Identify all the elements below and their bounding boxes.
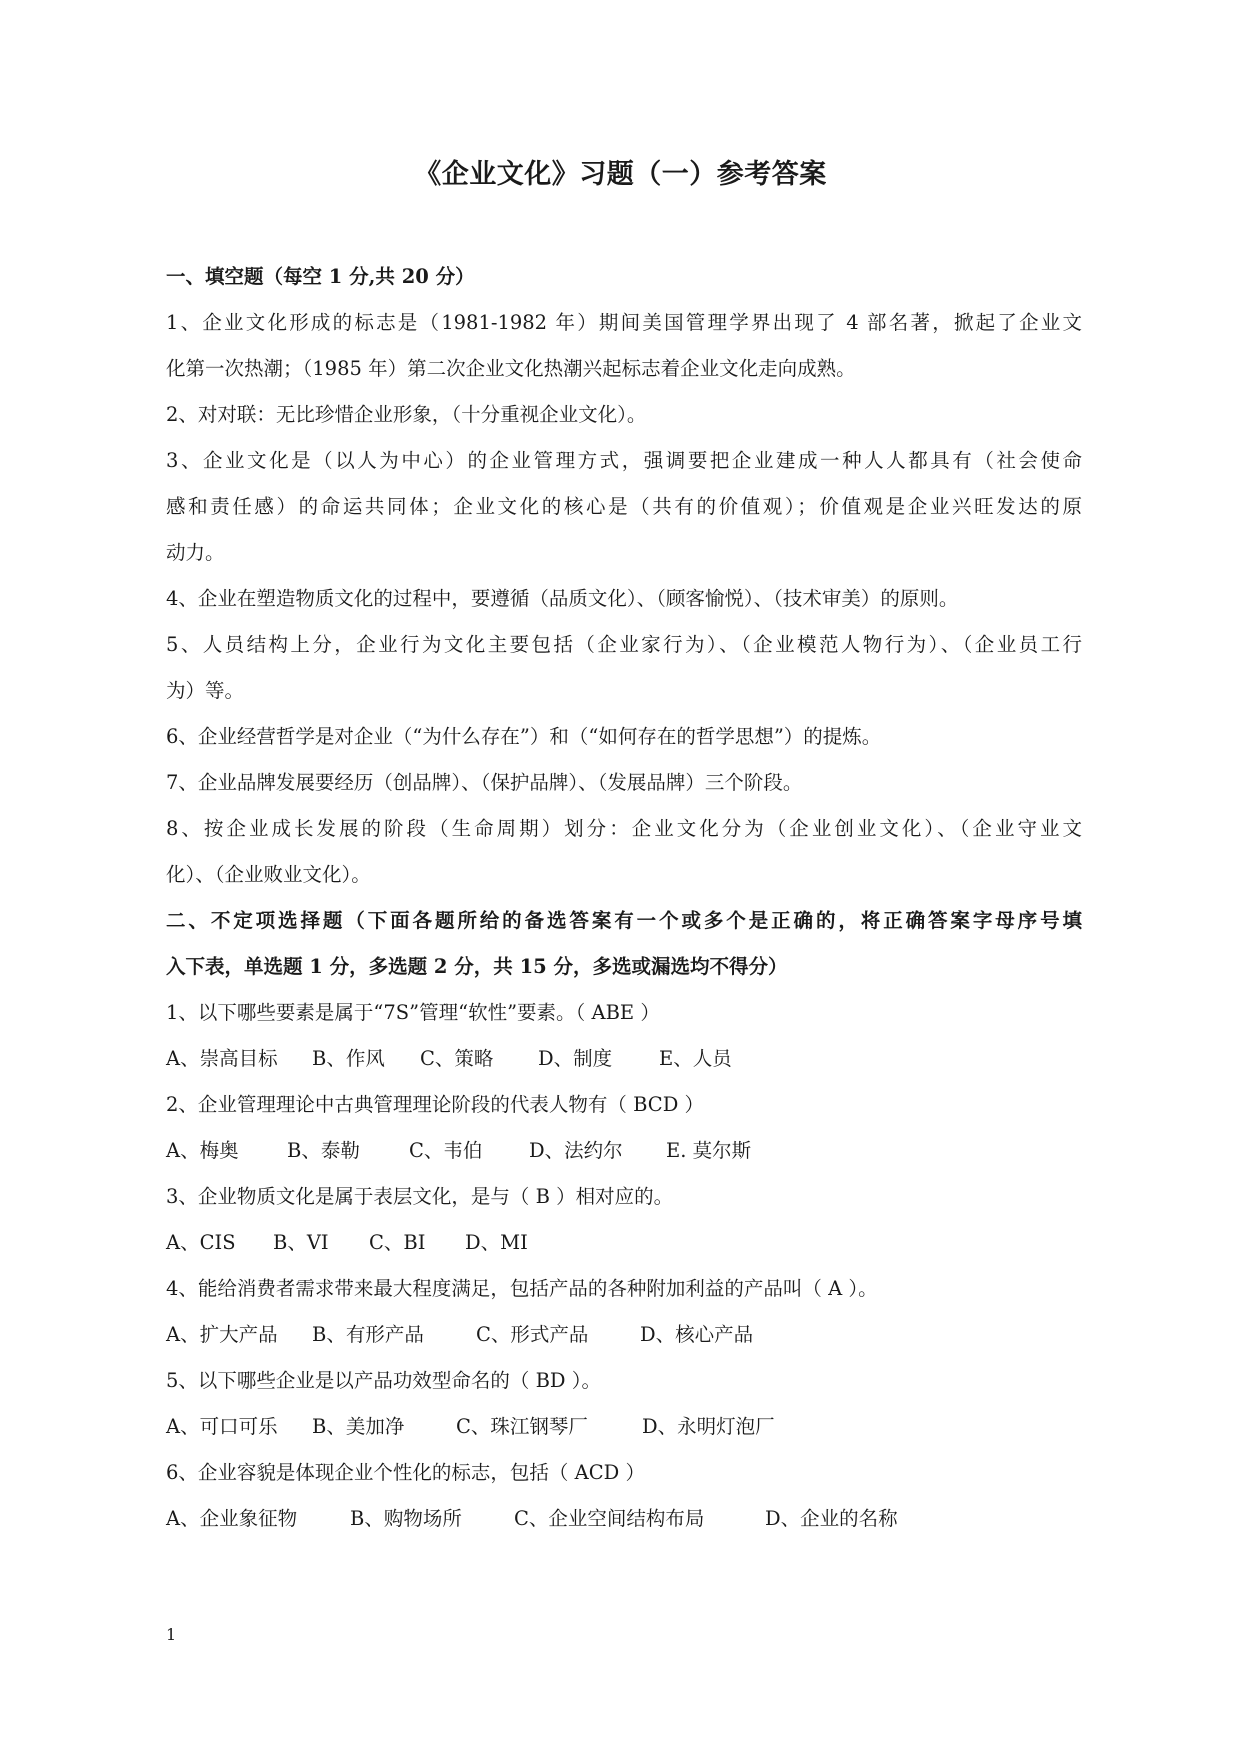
section1-line: 化第一次热潮；（1985 年）第二次企业文化热潮兴起标志着企业文化走向成熟。 [166,357,856,380]
option: E、人员 [659,1047,732,1070]
options-row [166,1404,1082,1450]
document-title: 《企业文化》习题（一）参考答案 [414,159,827,190]
section1-line: 1、企业文化形成的标志是（1981-1982 年）期间美国管理学界出现了 4 部名著，掀起了企业文 [166,311,1082,334]
option: B、泰勒 [287,1139,360,1162]
option: D、核心产品 [640,1323,754,1346]
option: D、法约尔 [529,1139,623,1162]
option: B、VI [273,1231,329,1254]
option: A、企业象征物 [166,1507,298,1530]
question: 4、能给消费者需求带来最大程度满足，包括产品的各种附加利益的产品叫（ A ）。 [166,1277,878,1300]
section1-line: 为）等。 [166,679,245,702]
section1-line: 2、对对联：无比珍惜企业形象，（十分重视企业文化）。 [166,403,647,426]
option: B、作风 [312,1047,385,1070]
option: B、美加净 [312,1415,405,1438]
section2-heading: 入下表，单选题 1 分，多选题 2 分，共 15 分，多选或漏选均不得分） [166,955,788,978]
option: C、策略 [420,1047,494,1070]
option: D、企业的名称 [765,1507,898,1530]
question: 6、企业容貌是体现企业个性化的标志，包括（ ACD ） [166,1461,645,1484]
section1-line: 3、企业文化是（以人为中心）的企业管理方式，强调要把企业建成一种人人都具有（社会使命 [166,449,1082,472]
option: C、形式产品 [476,1323,589,1346]
option: A、扩大产品 [166,1323,278,1346]
option: D、永明灯泡厂 [642,1415,775,1438]
option: A、梅奥 [166,1139,239,1162]
section1-line: 4、企业在塑造物质文化的过程中，要遵循（品质文化）、（顾客愉悦）、（技术审美）的原则。 [166,587,959,610]
question: 5、以下哪些企业是以产品功效型命名的（ BD ）。 [166,1369,602,1392]
section1-line: 7、企业品牌发展要经历（创品牌）、（保护品牌）、（发展品牌）三个阶段。 [166,771,803,794]
options-row [166,1220,1082,1266]
section1-heading: 一、填空题（每空 1 分,共 20 分） [166,265,475,288]
option: A、可口可乐 [166,1415,278,1438]
option: C、企业空间结构布局 [514,1507,705,1530]
option: A、崇高目标 [166,1047,278,1070]
option: A、CIS [166,1231,236,1254]
option: C、BI [369,1231,426,1254]
option: C、珠江钢琴厂 [456,1415,588,1438]
section1-line: 动力。 [166,541,225,564]
document-body [166,254,1082,1542]
question: 2、企业管理理论中古典管理理论阶段的代表人物有（ BCD ） [166,1093,705,1116]
section1-line: 8、按企业成长发展的阶段（生命周期）划分：企业文化分为（企业创业文化）、（企业守业文 [166,817,1082,840]
option: B、购物场所 [350,1507,462,1530]
page-number: 1 [166,1625,177,1644]
section1-line: 化）、（企业败业文化）。 [166,863,371,886]
options-row [166,1496,1082,1542]
option: C、韦伯 [409,1139,483,1162]
option: D、制度 [538,1047,613,1070]
option: D、MI [465,1231,528,1254]
question: 3、企业物质文化是属于表层文化，是与（ B ）相对应的。 [166,1185,674,1208]
section1-line: 6、企业经营哲学是对企业（“为什么存在”）和（“如何存在的哲学思想”）的提炼。 [166,725,882,748]
question: 1、以下哪些要素是属于“7S”管理“软性”要素。（ ABE ） [166,1001,660,1024]
section1-line: 5、人员结构上分，企业行为文化主要包括（企业家行为）、（企业模范人物行为）、（企业员工行 [166,633,1082,656]
section2-heading: 二、不定项选择题（下面各题所给的备选答案有一个或多个是正确的，将正确答案字母序号填 [166,909,1082,932]
option: E. 莫尔斯 [666,1139,752,1162]
options-row [166,1312,1082,1358]
options-row [166,1128,1082,1174]
option: B、有形产品 [312,1323,424,1346]
options-row [166,1036,1082,1082]
section1-line: 感和责任感）的命运共同体；企业文化的核心是（共有的价值观）；价值观是企业兴旺发达的原 [166,495,1082,518]
